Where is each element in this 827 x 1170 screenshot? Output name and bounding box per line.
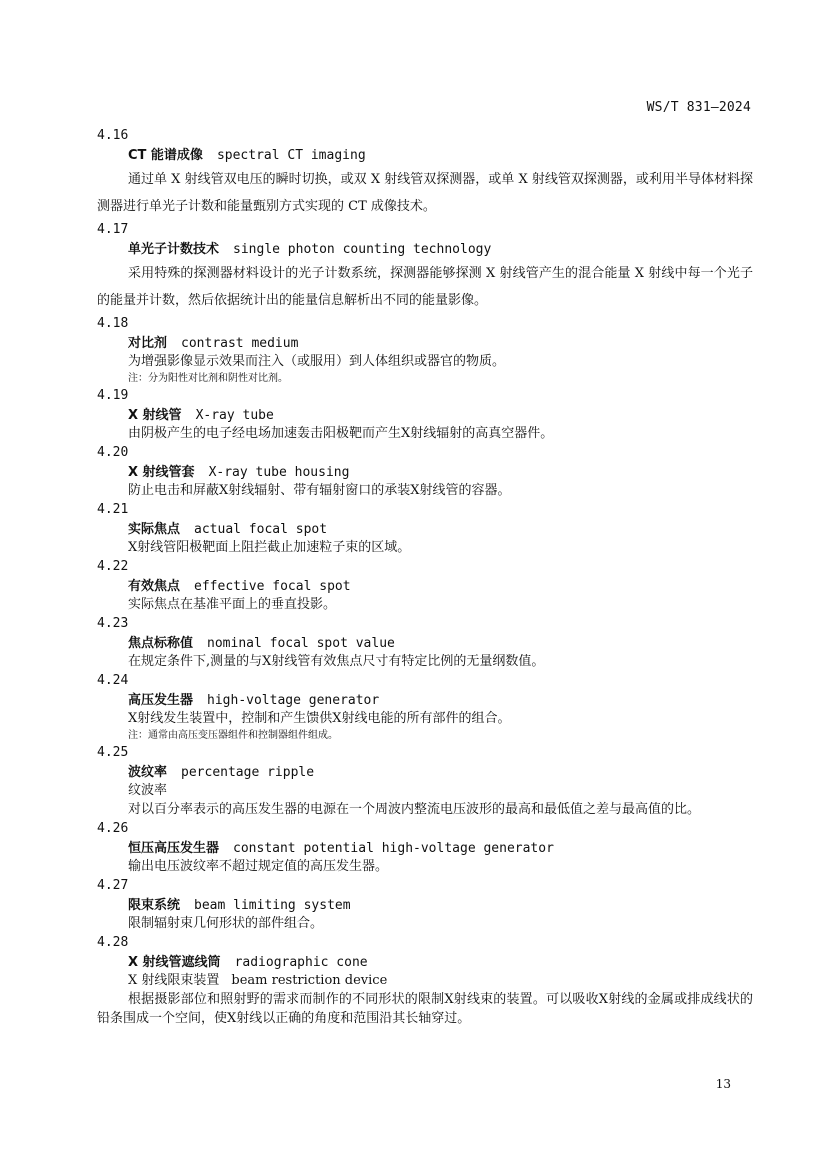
term-number: 4.17 [97,222,129,237]
term-en: beam limiting system [194,898,351,913]
term-number: 4.19 [97,388,129,403]
term-definition: 在规定条件下,测量的与X射线管有效焦点尺寸有特定比例的无量纲数值。 [128,654,545,669]
term-heading [97,462,753,481]
term-definition: X射线发生装置中，控制和产生馈供X射线电能的所有部件的组合。 [128,711,511,726]
term-number: 4.24 [97,673,129,688]
term-definition: 防止电击和屏蔽X射线辐射、带有辐射窗口的承装X射线管的容器。 [128,483,511,498]
term-definition: X射线管阳极靶面上阻拦截止加速粒子束的区域。 [128,540,411,555]
alias-zh: X 射线限束装置 [128,973,220,988]
alias-zh: 纹波率 [128,783,168,798]
term-zh: X 射线管套 [128,465,195,480]
term-zh: 波纹率 [128,765,168,780]
term-en: single photon counting technology [233,242,492,257]
term-definition: 对以百分率表示的高压发生器的电源在一个周波内整流电压波形的最高和最低值之差与最高值的比。 [128,802,701,817]
term-en: effective focal spot [194,579,351,594]
term-entry-4-23 [97,614,753,671]
term-en: nominal focal spot value [207,636,395,651]
term-en: high-voltage generator [207,693,380,708]
term-zh: 有效焦点 [128,579,181,594]
term-heading [97,145,753,164]
term-entry-4-20 [97,443,753,500]
term-heading [97,690,753,709]
term-definition: 由阴极产生的电子经电场加速轰击阳极靶而产生X射线辐射的高真空器件。 [128,426,554,441]
term-number: 4.26 [97,821,129,836]
term-entry-4-18 [97,314,753,386]
term-zh: 对比剂 [128,336,168,351]
term-definition: 实际焦点在基准平面上的垂直投影。 [128,597,337,612]
term-number: 4.16 [97,128,129,143]
term-heading [97,633,753,652]
term-en: actual focal spot [194,522,328,537]
term-definition: 为增强影像显示效果而注入（或服用）到人体组织或器官的物质。 [128,354,506,369]
term-number: 4.27 [97,878,129,893]
term-zh: CT 能谱成像 [128,148,203,163]
term-en: contrast medium [181,336,299,351]
term-entry-4-25 [97,743,753,819]
terms-list [97,126,753,1028]
term-entry-4-17 [97,220,753,314]
term-alias [97,781,753,800]
term-en: constant potential high-voltage generator [233,841,554,856]
term-heading [97,576,753,595]
term-entry-4-28 [97,933,753,1028]
term-entry-4-24 [97,671,753,743]
term-en: radiographic cone [234,955,368,970]
term-entry-4-19 [97,386,753,443]
term-zh: 焦点标称值 [128,636,194,651]
term-number: 4.21 [97,502,129,517]
term-entry-4-16 [97,126,753,220]
alias-en: beam restriction device [231,973,388,988]
term-zh: X 射线管 [128,408,182,423]
term-zh: 高压发生器 [128,693,194,708]
term-heading [97,519,753,538]
term-heading [97,333,753,352]
term-heading [97,405,753,424]
term-number: 4.23 [97,616,129,631]
term-note: 注：分为阳性对比剂和阴性对比剂。 [128,373,288,384]
term-entry-4-21 [97,500,753,557]
term-definition: 输出电压波纹率不超过规定值的高压发生器。 [128,859,389,874]
term-definition: 根据摄影部位和照射野的需求而制作的不同形状的限制X射线束的装置。可以吸收X射线的金属或排成线状的铅条围成一个空间，使X射线以正确的角度和范围沿其长轴穿过。 [97,992,753,1026]
term-en: X-ray tube [195,408,274,423]
term-definition: 采用特殊的探测器材料设计的光子计数系统，探测器能够探测 X 射线管产生的混合能量 X 射线中每一个光子的能量并计数，然后依据统计出的能量信息解析出不同的能量影像。 [97,266,753,308]
term-zh: 单光子计数技术 [128,242,220,257]
term-definition: 通过单 X 射线管双电压的瞬时切换，或双 X 射线管双探测器，或单 X 射线管双探测器，或利用半导体材料探测器进行单光子计数和能量甄别方式实现的 CT 成像技术。 [97,172,753,214]
term-zh: 恒压高压发生器 [128,841,220,856]
term-en: percentage ripple [181,765,315,780]
term-number: 4.28 [97,935,129,950]
term-number: 4.22 [97,559,129,574]
term-zh: 限束系统 [128,898,181,913]
term-heading [97,239,753,258]
term-zh: X 射线管遮线筒 [128,955,221,970]
page-number: 13 [715,1077,731,1091]
term-number: 4.20 [97,445,129,460]
document-code: WS/T 831—2024 [646,100,751,115]
term-heading [97,895,753,914]
term-note: 注：通常由高压变压器组件和控制器组件组成。 [128,730,338,741]
term-en: spectral CT imaging [216,148,366,163]
term-zh: 实际焦点 [128,522,181,537]
term-alias [97,971,753,990]
term-entry-4-22 [97,557,753,614]
term-heading [97,838,753,857]
term-number: 4.25 [97,745,129,760]
term-definition: 限制辐射束几何形状的部件组合。 [128,916,324,931]
term-entry-4-27 [97,876,753,933]
term-en: X-ray tube housing [208,465,350,480]
term-heading [97,952,753,971]
term-number: 4.18 [97,316,129,331]
term-heading [97,762,753,781]
term-entry-4-26 [97,819,753,876]
header-divider [97,122,752,123]
